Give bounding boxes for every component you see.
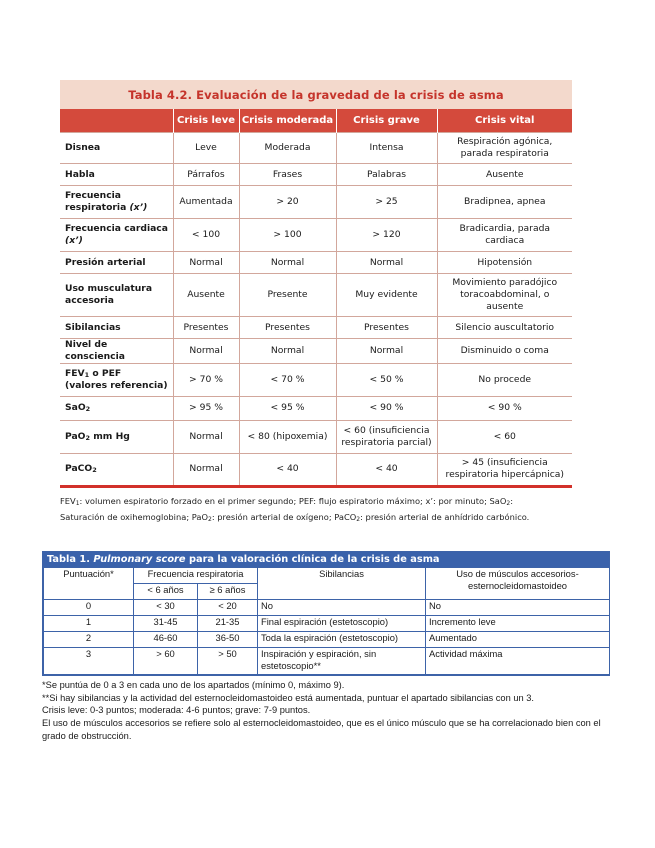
row-label: PaCO$_2$	[60, 453, 173, 486]
header-row	[60, 109, 572, 133]
cell: Respiración agónica, parada respiratoria	[437, 133, 572, 164]
row-label: Frecuencia cardiaca (x’)	[60, 219, 173, 252]
cell: < 60 (insuficiencia respiratoria parcial)	[336, 420, 437, 453]
footnote-line: Saturación de oxihemoglobina; PaO$_2$: presión arterial de oxígeno; PaCO$_2$: presión arterial de anhídrido carbónico.	[60, 511, 530, 523]
cell: No	[258, 600, 426, 616]
table-row	[44, 616, 610, 632]
cell: Normal	[336, 339, 437, 364]
cell: 2	[44, 632, 134, 648]
cell: No procede	[437, 363, 572, 396]
table-row	[60, 186, 572, 219]
table-row	[44, 632, 610, 648]
pulmonary-score-table	[42, 551, 610, 676]
cell: Muy evidente	[336, 274, 437, 317]
row-label: $FEV_1$ o PEF (valores referencia)	[60, 363, 173, 396]
cell: Normal	[173, 339, 239, 364]
cell: 21-35	[198, 616, 258, 632]
cell: No	[426, 600, 610, 616]
header-blank	[60, 109, 173, 133]
row-label: PaO$_2$ mm Hg	[60, 420, 173, 453]
table-row	[60, 164, 572, 186]
cell: Normal	[173, 453, 239, 486]
cell: > 20	[239, 186, 336, 219]
cell: < 60	[437, 420, 572, 453]
cell: Normal	[336, 252, 437, 274]
cell: > 60	[134, 648, 198, 675]
cell: < 90 %	[437, 396, 572, 420]
table-title: Tabla 1. Pulmonary score para la valoración clínica de la crisis de asma	[43, 552, 609, 567]
row-label: Frecuencia respiratoria (x’)	[60, 186, 173, 219]
header-resp-rate: Frecuencia respiratoria	[134, 568, 258, 584]
cell: < 40	[336, 453, 437, 486]
cell: Ausente	[173, 274, 239, 317]
cell: Párrafos	[173, 164, 239, 186]
header-wheeze: Sibilancias	[258, 568, 426, 600]
cell: Presentes	[173, 317, 239, 339]
cell: Presentes	[336, 317, 437, 339]
row-label: Uso musculatura accesoria	[60, 274, 173, 317]
table-row	[60, 363, 572, 396]
cell: Palabras	[336, 164, 437, 186]
row-label: Nivel de consciencia	[60, 339, 173, 364]
table-row	[60, 274, 572, 317]
header-under6: < 6 años	[134, 584, 198, 600]
table-title: Tabla 4.2. Evaluación de la gravedad de la crisis de asma	[60, 80, 572, 109]
table-row	[60, 133, 572, 164]
cell: 0	[44, 600, 134, 616]
cell: > 100	[239, 219, 336, 252]
cell: 3	[44, 648, 134, 675]
cell: < 70 %	[239, 363, 336, 396]
cell: Normal	[239, 252, 336, 274]
table-row	[60, 219, 572, 252]
cell: Normal	[173, 252, 239, 274]
per-minute-unit: (x’)	[65, 235, 83, 246]
cell: 36-50	[198, 632, 258, 648]
header-moderate: Crisis moderada	[239, 109, 336, 133]
cell: Disminuido o coma	[437, 339, 572, 364]
table-row	[60, 420, 572, 453]
cell: < 50 %	[336, 363, 437, 396]
severity-grid	[60, 109, 572, 488]
header-muscles: Uso de músculos accesorios- esternocleidomastoideo	[426, 568, 610, 600]
cell: Moderada	[239, 133, 336, 164]
cell: < 95 %	[239, 396, 336, 420]
cell: < 30	[134, 600, 198, 616]
table-row	[44, 600, 610, 616]
header-over6: ≥ 6 años	[198, 584, 258, 600]
cell: Actividad máxima	[426, 648, 610, 675]
row-label: Habla	[60, 164, 173, 186]
cell: Incremento leve	[426, 616, 610, 632]
row-label: Presión arterial	[60, 252, 173, 274]
footnote-line: Crisis leve: 0-3 puntos; moderada: 4-6 puntos; grave: 7-9 puntos.	[42, 705, 311, 716]
cell: < 100	[173, 219, 239, 252]
cell: Silencio auscultatorio	[437, 317, 572, 339]
footnote-line: **Si hay sibilancias y la actividad del esternocleidomastoideo está aumentada, puntuar el apartado sibilancias con un 3.	[42, 692, 535, 703]
table-footnotes	[60, 495, 590, 526]
cell: Normal	[173, 420, 239, 453]
cell: 31-45	[134, 616, 198, 632]
table-row	[60, 252, 572, 274]
cell: > 70 %	[173, 363, 239, 396]
row-label: Sibilancias	[60, 317, 173, 339]
footnote-line: $FEV_1$: volumen espiratorio forzado en el primer segundo; PEF: flujo espiratorio máximo; x’: por minuto; SaO$_2$:	[60, 496, 514, 507]
cell: Presente	[239, 274, 336, 317]
cell: < 20	[198, 600, 258, 616]
header-mild: Crisis leve	[173, 109, 239, 133]
cell: Toda la espiración (estetoscopio)	[258, 632, 426, 648]
cell: Inspiración y espiración, sin estetoscopio**	[258, 648, 426, 675]
cell: Movimiento paradójico toracoabdominal, o ausente	[437, 274, 572, 317]
footnote-line: *Se puntúa de 0 a 3 en cada uno de los apartados (mínimo 0, máximo 9).	[42, 680, 345, 690]
header-row	[44, 568, 610, 584]
cell: > 50	[198, 648, 258, 675]
cell: < 90 %	[336, 396, 437, 420]
cell: > 120	[336, 219, 437, 252]
cell: Bradipnea, apnea	[437, 186, 572, 219]
cell: Ausente	[437, 164, 572, 186]
cell: 1	[44, 616, 134, 632]
header-severe: Crisis grave	[336, 109, 437, 133]
cell: > 25	[336, 186, 437, 219]
row-label: Disnea	[60, 133, 173, 164]
cell: Frases	[239, 164, 336, 186]
table-footnotes	[42, 679, 617, 743]
cell: < 80 (hipoxemia)	[239, 420, 336, 453]
cell: < 40	[239, 453, 336, 486]
cell: Leve	[173, 133, 239, 164]
score-grid	[43, 567, 610, 675]
cell: Bradicardia, parada cardiaca	[437, 219, 572, 252]
cell: Hipotensión	[437, 252, 572, 274]
cell: Normal	[239, 339, 336, 364]
table-row	[60, 317, 572, 339]
row-label: SaO$_2$	[60, 396, 173, 420]
header-score: Puntuación*	[44, 568, 134, 600]
cell: > 95 %	[173, 396, 239, 420]
cell: 46-60	[134, 632, 198, 648]
cell: Aumentada	[173, 186, 239, 219]
per-minute-unit: (x’)	[129, 202, 148, 213]
cell: Final espiración (estetoscopio)	[258, 616, 426, 632]
table-row	[44, 648, 610, 675]
cell: Intensa	[336, 133, 437, 164]
asthma-severity-table	[60, 80, 572, 488]
cell: Presentes	[239, 317, 336, 339]
table-row	[60, 453, 572, 486]
table-row	[60, 339, 572, 364]
header-vital: Crisis vital	[437, 109, 572, 133]
table-row	[60, 396, 572, 420]
cell: Aumentado	[426, 632, 610, 648]
footnote-line: El uso de músculos accesorios se refiere solo al esternocleidomastoideo, que es el único músculo que se ha correlacionado bien con el grado de obstrucción.	[42, 718, 601, 741]
cell: > 45 (insuficiencia respiratoria hipercápnica)	[437, 453, 572, 486]
